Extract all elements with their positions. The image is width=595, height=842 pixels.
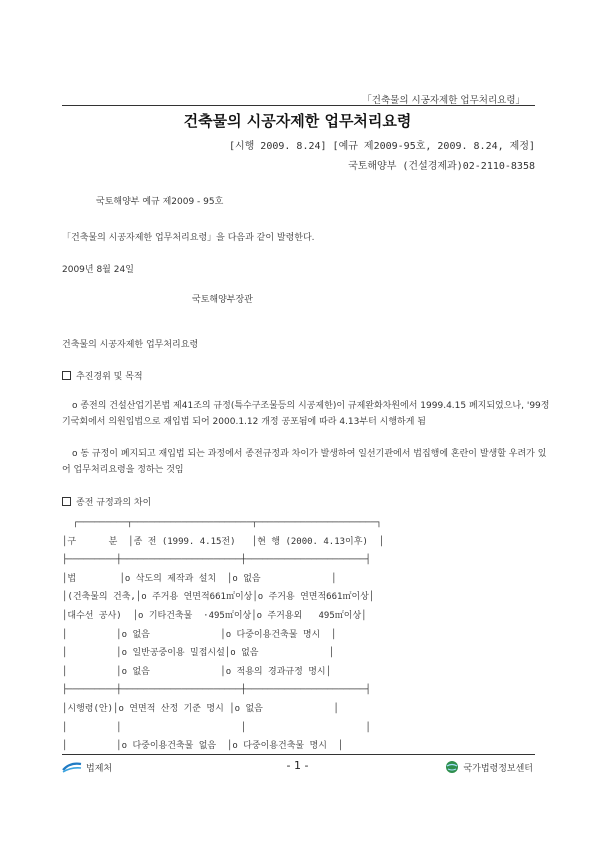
table-row: │ │o 일반공중이용 밀접시설│o 없음 │ bbox=[62, 648, 335, 659]
notice-number: 국토해양부 예규 제2009 - 95호 bbox=[96, 197, 224, 207]
table-row: │시행령(안)│o 연면적 산정 기준 명시 │o 없음 │ bbox=[62, 703, 339, 714]
page-title: 건축물의 시공자제한 업무처리요령 bbox=[183, 112, 412, 130]
table-row: │ │ │ │ bbox=[62, 722, 371, 733]
checkbox-square-icon bbox=[62, 497, 71, 506]
table-row: │ │o 없음 │o 다중이용건축물 명시 │ bbox=[62, 629, 337, 640]
notice-statement: 「건축물의 시공자제한 업무처리요령」을 다음과 같이 발령한다. bbox=[62, 233, 315, 243]
notice-date: 2009년 8월 24일 bbox=[62, 265, 134, 275]
comparison-table bbox=[62, 514, 384, 756]
ministry-contact: 국토해양부 (건설경제과)02-2110-8358 bbox=[348, 161, 535, 172]
page-number: - 1 - bbox=[286, 759, 309, 772]
table-row: │ │o 없음 │o 적용의 경과규정 명시│ bbox=[62, 666, 332, 677]
paragraph-background-1: o 종전의 건설산업기본법 제41조의 규정(특수구조물등의 시공제한)이 규제완화차원에서 1999.4.15 폐지되었으나, '99정기국회에서 의원입법으로 재입법 되어 2000.1.12 개정 공포됨에 따라 4.13부터 시행하게 됨 bbox=[62, 401, 550, 427]
section-heading-background: 추진경위 및 목적 bbox=[62, 369, 143, 382]
paragraph-background-2: o 동 규정이 폐지되고 재입법 되는 과정에서 종전규정과 차이가 발생하여 일선기관에서 법집행에 혼란이 발생할 우려가 있어 업무처리요령을 정하는 것임 bbox=[62, 449, 547, 475]
body-title: 건축물의 시공자제한 업무처리요령 bbox=[62, 340, 199, 350]
footer-left-label: 법제처 bbox=[86, 764, 113, 774]
table-header-row: │구 분 │종 전 (1999. 4.15전) │현 행 (2000. 4.13이후) │ bbox=[62, 536, 385, 547]
footer-right bbox=[445, 760, 533, 777]
signatory: 국토해양부장관 bbox=[192, 295, 253, 305]
table-row: │대수선 공사) │o 기타건축물 ·495㎡이상│o 주거용외 495㎡이상│ bbox=[62, 610, 367, 621]
footer-divider bbox=[62, 754, 535, 755]
table-divider: ├─────────┼──────────────────────┼──────────────────────┤ bbox=[62, 555, 371, 566]
checkbox-square-icon bbox=[62, 371, 71, 380]
table-top-border: ┌─────────┬──────────────────────┬──────────────────────┐ bbox=[62, 518, 382, 528]
section-heading-differences: 종전 규정과의 차이 bbox=[62, 495, 151, 508]
globe-logo-icon bbox=[445, 760, 459, 777]
table-row: │ │o 다중이용건축물 없음 │o 다중이용건축물 명시 │ bbox=[62, 741, 344, 752]
header-divider bbox=[62, 105, 535, 106]
table-row: │(건축물의 건축,│o 주거용 연면적661㎡이상│o 주거용 연면적661㎡이상│ bbox=[62, 592, 375, 603]
header-doc-reference: 「건축물의 시공자제한 업무처리요령」 bbox=[362, 95, 525, 106]
enforcement-info: [시행 2009. 8.24] [예규 제2009-95호, 2009. 8.24, 제정] bbox=[228, 141, 535, 152]
table-row: │법 │o 삭도의 제작과 설치 │o 없음 │ bbox=[62, 573, 337, 584]
table-divider: ├─────────┼──────────────────────┼──────────────────────┤ bbox=[62, 685, 371, 696]
footer-right-label: 국가법령정보센터 bbox=[463, 764, 533, 774]
